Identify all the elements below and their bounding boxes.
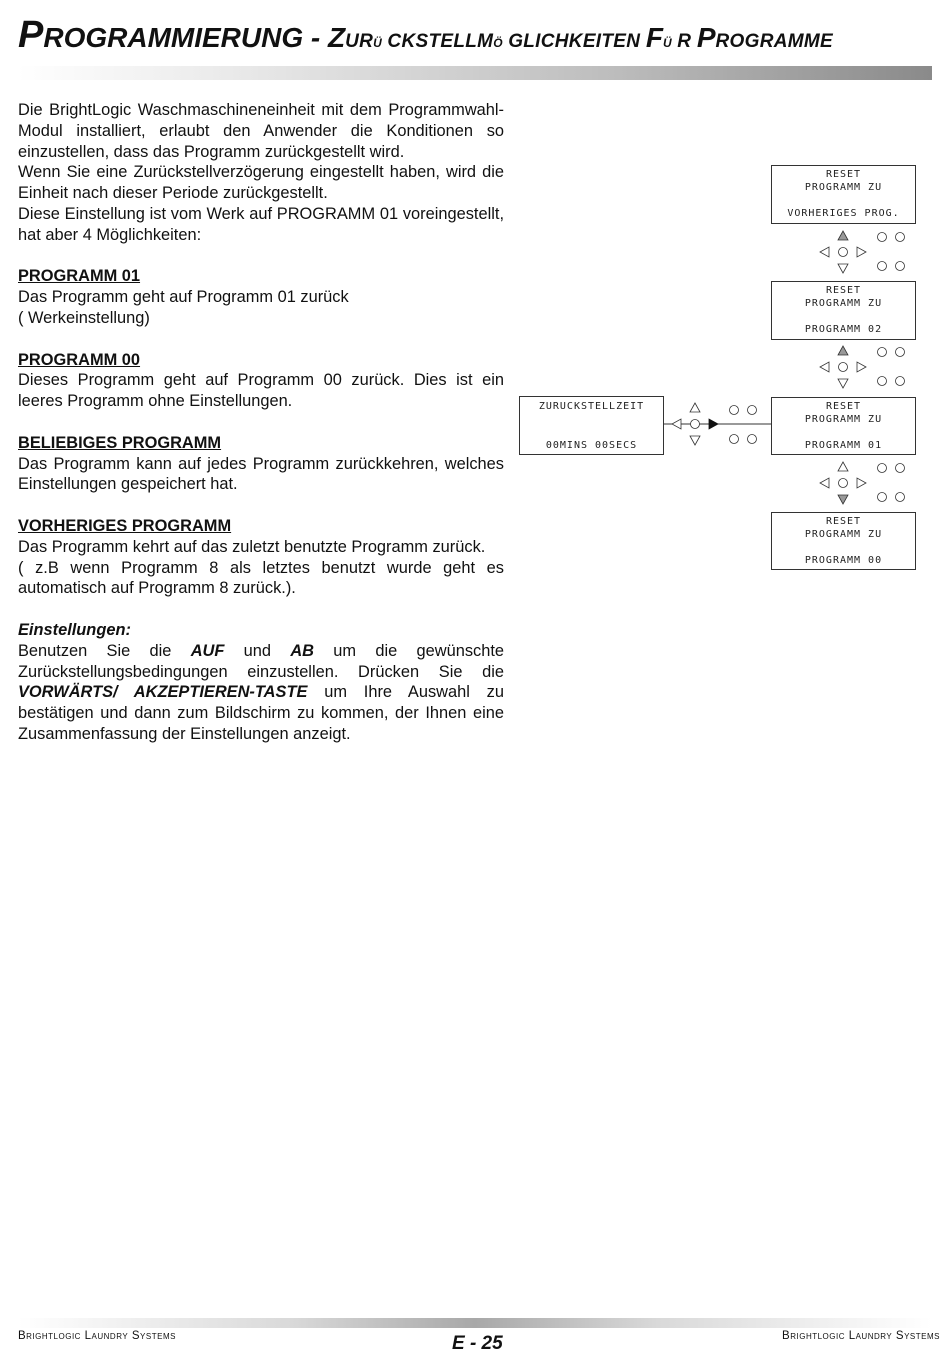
footer-divider bbox=[18, 1318, 932, 1328]
section-heading-programm-00: PROGRAMM 00 bbox=[18, 350, 141, 369]
beliebiges-text: Das Programm kann auf jedes Programm zurückkehren, welches Einstellungen gespeichert hat. bbox=[18, 454, 504, 494]
section-heading-beliebiges: BELIEBIGES PROGRAMM bbox=[18, 433, 222, 452]
intro-paragraph-3: Diese Einstellung ist vom Werk auf PROGRAMM 01 voreingestellt, hat aber 4 Möglichkeiten: bbox=[18, 204, 504, 244]
lcd-screen-vorheriges: RESET PROGRAMM ZU VORHERIGES PROG. bbox=[771, 165, 916, 224]
nav-pad-3 bbox=[816, 459, 912, 507]
nav-pad-horizontal bbox=[668, 400, 764, 448]
footer-brand-left: Brightlogic Laundry Systems bbox=[18, 1330, 176, 1342]
nav-pad-1 bbox=[816, 228, 912, 276]
section-heading-programm-01: PROGRAMM 01 bbox=[18, 267, 141, 286]
section-heading-vorheriges: VORHERIGES PROGRAMM bbox=[18, 516, 232, 535]
lcd-screen-zuruckstellzeit: ZURUCKSTELLZEIT 00MINS 00SECS bbox=[519, 396, 664, 455]
programm-00-text: Dieses Programm geht auf Programm 00 zurück. Dies ist ein leeres Programm ohne Einstellungen. bbox=[18, 371, 504, 411]
nav-pad-2 bbox=[816, 343, 912, 391]
vorheriges-text-2: ( z.B wenn Programm 8 als letztes benutzt wurde geht es automatisch auf Programm 8 zurück.). bbox=[18, 558, 504, 598]
vorheriges-text-1: Das Programm kehrt auf das zuletzt benutzte Programm zurück. bbox=[18, 537, 486, 556]
page-title: PROGRAMMIERUNG - ZURÜ CKSTELLMÖ GLICHKEITEN FÜ R PROGRAMME bbox=[18, 14, 833, 56]
header-divider bbox=[18, 66, 932, 80]
lcd-screen-programm-00: RESET PROGRAMM ZU PROGRAMM 00 bbox=[771, 512, 916, 570]
lcd-screen-programm-02: RESET PROGRAMM ZU PROGRAMM 02 bbox=[771, 281, 916, 340]
intro-paragraph-1: Die BrightLogic Waschmaschineneinheit mit dem Programmwahl-Modul installiert, erlaubt den Anwender die Konditionen so einzustellen, dass das Programm zurückgestellt wird. bbox=[18, 101, 504, 161]
lcd-screen-programm-01: RESET PROGRAMM ZU PROGRAMM 01 bbox=[771, 397, 916, 455]
main-text bbox=[18, 100, 504, 745]
page-number: E - 25 bbox=[452, 1333, 503, 1354]
footer-brand-right: Brightlogic Laundry Systems bbox=[782, 1330, 940, 1342]
programm-01-line-2: ( Werkeinstellung) bbox=[18, 308, 150, 327]
programm-01-line-1: Das Programm geht auf Programm 01 zurück bbox=[18, 288, 349, 307]
section-heading-einstellungen: Einstellungen: bbox=[18, 620, 131, 639]
intro-paragraph-2: Wenn Sie eine Zurückstellverzögerung eingestellt haben, wird die Einheit nach dieser Periode zurückgestellt. bbox=[18, 163, 504, 203]
einstellungen-text: Benutzen Sie die AUF und AB um die gewünschte Zurückstellungsbedingungen einzustellen. Drücken Sie die VORWÄRTS/ AKZEPTIEREN-TASTE um Ihre Auswahl zu bestätigen und dann zum Bildschirm zu kommen, der Ihnen eine Zusammenfassung der Einstellungen anzeigt. bbox=[18, 641, 505, 743]
